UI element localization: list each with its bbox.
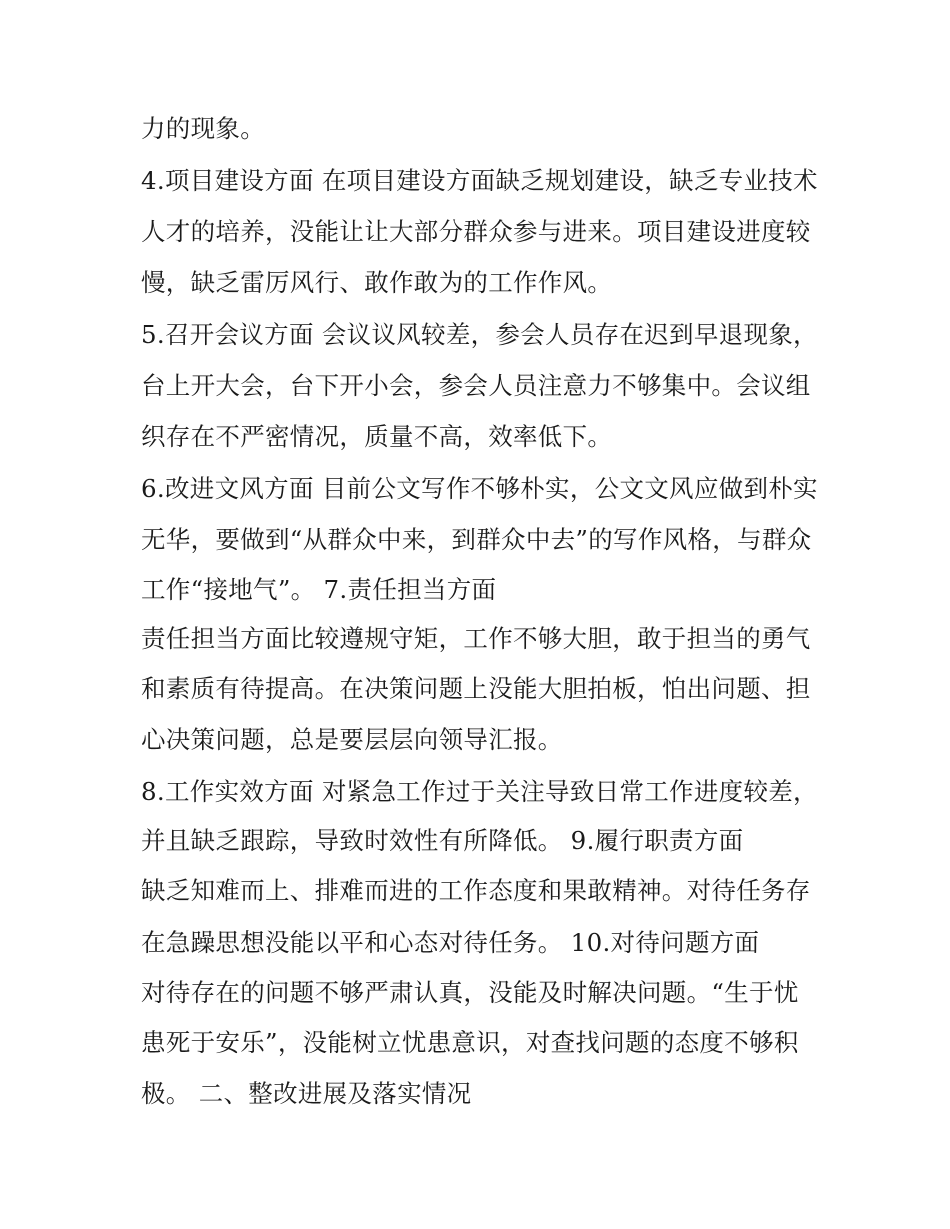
text-line: 对待存在的问题不够严肃认真，没能及时解决问题。“生于忧 (141, 978, 799, 1007)
text-line: 人才的培养，没能让让大部分群众参与进来。项目建设进度较 (141, 217, 811, 246)
text-line: 慢，缺乏雷厉风行、敢作敢为的工作作风。 (141, 268, 613, 297)
text-line: 5.召开会议方面 会议议风较差，参会人员存在迟到早退现象， (141, 320, 818, 349)
text-line: 并且缺乏跟踪，导致时效性有所降低。 9.履行职责方面 (141, 826, 744, 855)
text-line: 工作“接地气”。 7.责任担当方面 (141, 575, 497, 604)
text-line: 4.项目建设方面 在项目建设方面缺乏规划建设，缺乏专业技术 (141, 166, 818, 195)
text-line: 极。 二、整改进展及落实情况 (141, 1079, 472, 1108)
text-line: 在急躁思想没能以平和心态对待任务。 10.对待问题方面 (141, 928, 760, 957)
text-line: 8.工作实效方面 对紧急工作过于关注导致日常工作进度较差， (141, 777, 818, 806)
text-line: 织存在不严密情况，质量不高，效率低下。 (141, 422, 613, 451)
text-line: 缺乏知难而上、排难而进的工作态度和果敢精神。对待任务存 (141, 876, 811, 905)
text-line: 台上开大会，台下开小会，参会人员注意力不够集中。会议组 (141, 371, 811, 400)
text-line: 心决策问题，总是要层层向领导汇报。 (141, 725, 563, 754)
text-line: 无华，要做到“从群众中来，到群众中去”的写作风格，与群众 (141, 525, 812, 554)
text-line: 力的现象。 (141, 114, 265, 143)
text-line: 患死于安乐”，没能树立忧患意识，对查找问题的态度不够积 (141, 1028, 799, 1057)
text-line: 责任担当方面比较遵规守矩，工作不够大胆，敢于担当的勇气 (141, 624, 811, 653)
text-line: 6.改进文风方面 目前公文写作不够朴实，公文文风应做到朴实 (141, 474, 818, 503)
text-line: 和素质有待提高。在决策问题上没能大胆拍板，怕出问题、担 (141, 674, 811, 703)
